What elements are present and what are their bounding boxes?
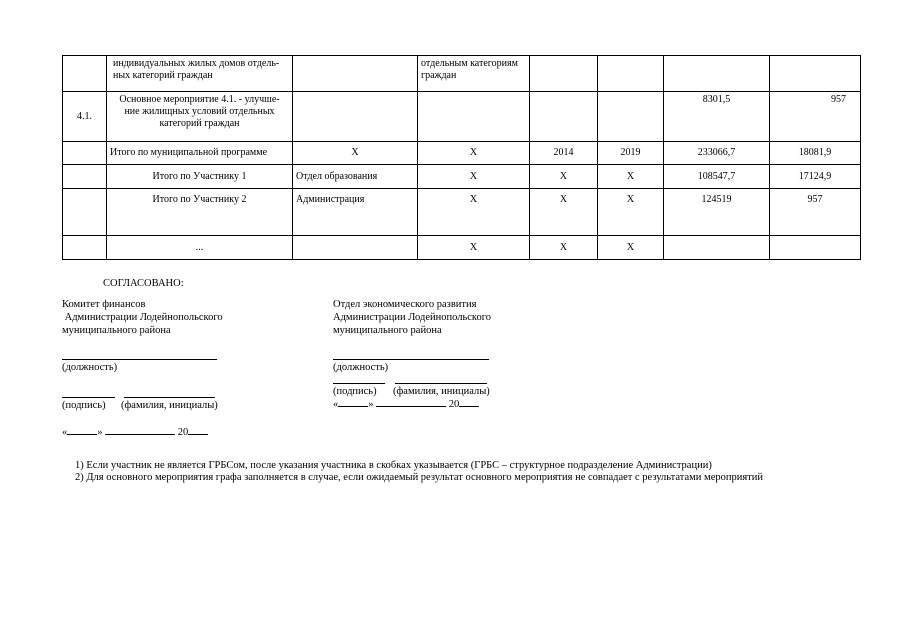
table-cell: X <box>530 165 598 189</box>
table-cell: X <box>293 142 418 165</box>
table-cell <box>664 236 770 260</box>
value-cell: 8301,5 <box>664 92 770 142</box>
table-cell <box>63 189 107 236</box>
sign-label: (подпись) <box>333 386 377 397</box>
table-row <box>63 189 861 236</box>
value-cell: 957 <box>770 92 861 142</box>
table-cell <box>664 56 770 92</box>
event-name: Основное мероприятие 4.1. - улучше- ние жилищных условий отдельных категорий граждан <box>119 94 280 129</box>
table-cell <box>293 92 418 142</box>
name-label: (фамилия, инициалы) <box>393 386 490 397</box>
table-row <box>63 236 861 260</box>
table-cell <box>63 236 107 260</box>
table-cell <box>63 56 107 92</box>
cell-text: отдельным категориям граждан <box>421 58 518 81</box>
footnote-2: 2) Для основного мероприятия графа заполняется в случае, если ожидаемый результат основного мероприятия не совпадает с результатами мероприятий <box>75 472 764 483</box>
table-cell <box>418 56 530 92</box>
row-number: 4.1. <box>63 92 107 142</box>
table-row <box>63 92 861 142</box>
table-cell: X <box>418 189 530 236</box>
ellipsis-label: ... <box>107 236 293 260</box>
footnote-1: 1) Если участник не является ГРБСом, после указания участника в скобках указывается (ГРБС – структурное подразделение Администрации) <box>75 460 712 471</box>
right-org: Отдел экономического развития Администрации Лодейнопольского муниципального района <box>333 299 492 336</box>
quote-close: » <box>368 399 374 410</box>
table-cell: X <box>530 189 598 236</box>
table-cell <box>770 56 861 92</box>
table-cell <box>530 92 598 142</box>
date-line <box>62 425 208 439</box>
value-cell: 957 <box>770 189 861 236</box>
table-cell: X <box>598 165 664 189</box>
value-cell: 18081,9 <box>770 142 861 165</box>
table-cell <box>293 56 418 92</box>
quote-close: » <box>97 427 103 438</box>
event-name: индивидуальных жилых домов отдель- ных категорий граждан <box>113 58 280 81</box>
table-cell <box>293 236 418 260</box>
end-year: 2019 <box>598 142 664 165</box>
name-line <box>395 383 487 384</box>
position-label: (должность) <box>62 362 118 373</box>
quote-open: « <box>62 427 68 438</box>
table-cell: X <box>418 236 530 260</box>
table-cell <box>63 165 107 189</box>
table-row <box>63 56 861 92</box>
approval-heading: СОГЛАСОВАНО: <box>103 278 184 289</box>
table-cell: X <box>598 236 664 260</box>
sign-line <box>333 383 385 384</box>
sign-line <box>62 397 115 398</box>
table-cell <box>530 56 598 92</box>
participant-org: Отдел образования <box>293 165 418 189</box>
table-cell: X <box>598 189 664 236</box>
table-cell <box>107 92 293 142</box>
table-cell: X <box>530 236 598 260</box>
table-cell <box>598 56 664 92</box>
quote-open: « <box>333 399 339 410</box>
value-cell: 17124,9 <box>770 165 861 189</box>
table-cell <box>63 142 107 165</box>
value-cell: 233066,7 <box>664 142 770 165</box>
sign-label: (подпись) <box>62 400 106 411</box>
year-prefix: 20 <box>177 427 189 438</box>
date-line <box>333 397 479 411</box>
table-row <box>63 142 861 165</box>
table-cell: X <box>418 165 530 189</box>
left-org: Комитет финансов Администрации Лодейнопольского муниципального района <box>62 299 223 336</box>
year-prefix: 20 <box>448 399 460 410</box>
table-cell <box>598 92 664 142</box>
participant-org: Администрация <box>293 189 418 236</box>
name-label: (фамилия, инициалы) <box>121 400 218 411</box>
position-line <box>62 359 217 360</box>
participant-label: Итого по Участнику 1 <box>107 165 293 189</box>
table-cell: X <box>418 142 530 165</box>
position-label: (должность) <box>333 362 389 373</box>
program-table <box>62 55 861 260</box>
value-cell: 124519 <box>664 189 770 236</box>
total-label: Итого по муниципальной программе <box>107 142 293 165</box>
table-cell <box>770 236 861 260</box>
participant-label: Итого по Участнику 2 <box>107 189 293 236</box>
name-line <box>124 397 215 398</box>
value-cell: 108547,7 <box>664 165 770 189</box>
table-cell <box>418 92 530 142</box>
table-row <box>63 165 861 189</box>
position-line <box>333 359 489 360</box>
table-cell <box>107 56 293 92</box>
start-year: 2014 <box>530 142 598 165</box>
